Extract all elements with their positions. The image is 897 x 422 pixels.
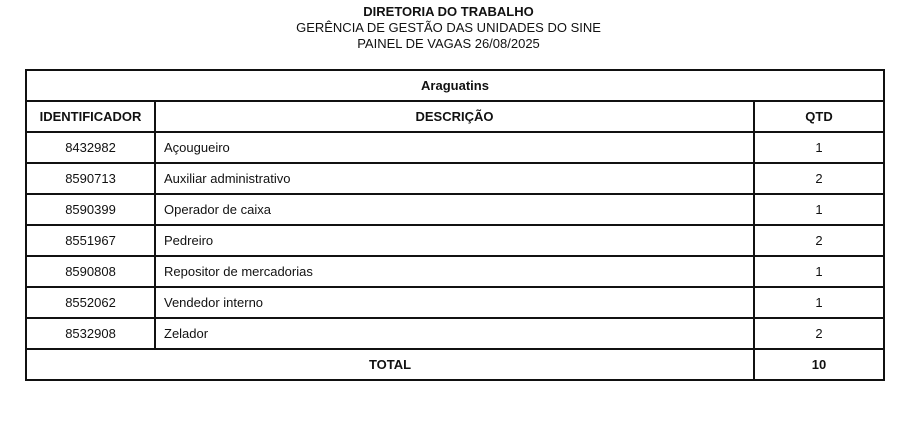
cell-description: Açougueiro [155,132,754,163]
table-row [26,256,884,287]
region-name: Araguatins [26,70,884,101]
cell-id: 8551967 [26,225,155,256]
table-row [26,132,884,163]
table-row [26,287,884,318]
table-row [26,225,884,256]
total-row [26,349,884,380]
job-vacancies-table [25,69,885,381]
cell-description: Vendedor interno [155,287,754,318]
cell-qtd: 2 [754,318,884,349]
column-header-row [26,101,884,132]
cell-qtd: 1 [754,194,884,225]
cell-qtd: 1 [754,287,884,318]
directorate-title: DIRETORIA DO TRABALHO [363,4,534,19]
cell-qtd: 1 [754,256,884,287]
cell-id: 8532908 [26,318,155,349]
cell-id: 8590713 [26,163,155,194]
cell-id: 8590808 [26,256,155,287]
cell-id: 8590399 [26,194,155,225]
column-header-qtd: QTD [754,101,884,132]
total-value: 10 [754,349,884,380]
cell-description: Repositor de mercadorias [155,256,754,287]
document-header [0,4,897,52]
total-label: TOTAL [26,349,754,380]
column-header-id: IDENTIFICADOR [26,101,155,132]
cell-description: Pedreiro [155,225,754,256]
table-row [26,194,884,225]
cell-description: Zelador [155,318,754,349]
table-row [26,163,884,194]
table-row [26,318,884,349]
cell-id: 8432982 [26,132,155,163]
cell-qtd: 1 [754,132,884,163]
cell-qtd: 2 [754,225,884,256]
panel-date-title: PAINEL DE VAGAS 26/08/2025 [357,36,540,51]
cell-description: Operador de caixa [155,194,754,225]
cell-id: 8552062 [26,287,155,318]
region-row [26,70,884,101]
cell-qtd: 2 [754,163,884,194]
management-subtitle: GERÊNCIA DE GESTÃO DAS UNIDADES DO SINE [296,20,601,35]
column-header-description: DESCRIÇÃO [155,101,754,132]
cell-description: Auxiliar administrativo [155,163,754,194]
